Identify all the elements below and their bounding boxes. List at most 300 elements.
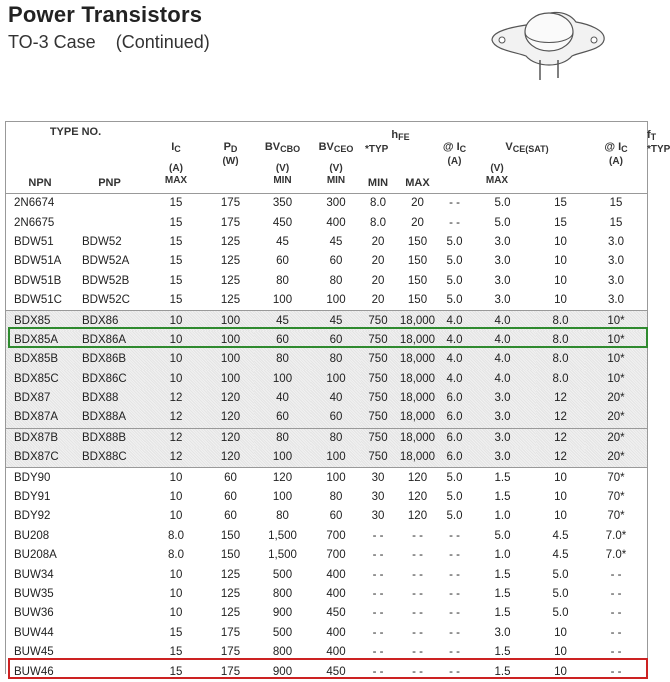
cell-npn: BDX87B (6, 428, 74, 448)
table-row (6, 370, 647, 389)
cell-npn: BU208A (14, 549, 57, 562)
cell-atic: - - (449, 549, 460, 562)
header-npn: NPN (6, 156, 74, 194)
cell-hmin: 20 (371, 255, 385, 268)
cell-ft: 70* (607, 510, 625, 523)
cell-npn: 2N6674 (14, 197, 55, 210)
cell-pd: 125 (220, 607, 241, 620)
cell-pd: 100 (207, 370, 254, 389)
cell-bvceo: 100 (311, 468, 361, 488)
cell-vce: 1.0 (494, 510, 511, 523)
cell-ft: 15 (609, 216, 623, 229)
cell-vce: 4.0 (469, 311, 536, 331)
cell-bvceo: 80 (311, 428, 361, 448)
cell-vce: 5.0 (494, 197, 511, 210)
table-row (6, 565, 647, 584)
cell-pd: 100 (207, 311, 254, 331)
cell-hmin: - - (372, 665, 384, 678)
cell-atic: - - (449, 626, 460, 639)
cell-pnp (74, 507, 145, 526)
header-at-ic-2: @ $I_C$ (585, 122, 647, 156)
cell-vce: 1.5 (469, 468, 536, 488)
cell-atic: - - (449, 607, 460, 620)
table-row (6, 350, 647, 369)
highlight-red-row (8, 658, 648, 679)
cell-hmin: - - (372, 549, 384, 562)
cell-vce: 4.0 (469, 350, 536, 369)
cell-hmin: 750 (361, 311, 395, 331)
table-row (6, 448, 647, 468)
cell-hmax: 120 (407, 510, 428, 523)
cell-ic: 12 (145, 448, 207, 468)
cell-atic: 4.0 (440, 370, 469, 389)
cell-pnp: BDW52B (82, 274, 130, 287)
cell-atic: - - (449, 529, 460, 542)
cell-hmax: - - (412, 568, 423, 581)
cell-hmax: 150 (407, 255, 428, 268)
cell-bvcbo: 120 (254, 468, 311, 488)
cell-bvcbo: 80 (276, 274, 289, 287)
cell-ft: 10* (585, 331, 647, 350)
cell-atic2: 10 (554, 646, 567, 659)
cell-npn: BDW51B (14, 274, 62, 287)
header-type-no: TYPE NO. (6, 122, 145, 156)
cell-pd: 150 (220, 529, 241, 542)
cell-bvcbo: 80 (254, 350, 311, 369)
cell-hmin: - - (372, 588, 384, 600)
cell-ft: 10* (585, 370, 647, 389)
cell-bvceo: 700 (326, 549, 346, 562)
cell-ic: 10 (145, 370, 207, 389)
cell-vce: 3.0 (494, 274, 511, 287)
cell-vce: 1.5 (494, 568, 511, 581)
cell-hmax: 150 (407, 235, 428, 248)
cell-npn: BU208 (14, 529, 50, 542)
cell-bvceo: 450 (326, 665, 346, 678)
cell-hmax: - - (412, 529, 423, 542)
cell-atic2: 10 (554, 235, 567, 248)
header-pnp: PNP (74, 156, 145, 194)
cell-pd: 125 (220, 255, 241, 268)
header-at-ic-units: (A) (440, 156, 469, 194)
cell-pnp: BDX86 (74, 311, 145, 331)
table-row (6, 194, 647, 214)
cell-bvceo: 45 (329, 235, 343, 248)
cell-atic2: 10 (554, 510, 567, 523)
cell-ic: 8.0 (168, 549, 184, 562)
cell-bvcbo: 45 (254, 311, 311, 331)
cell-npn: BDX85B (6, 350, 74, 369)
cell-bvcbo: 800 (272, 588, 293, 600)
cell-atic2: 8.0 (536, 370, 585, 389)
cell-pd: 175 (220, 197, 241, 210)
cell-ic: 10 (169, 510, 183, 523)
table-row (6, 213, 647, 232)
cell-bvcbo: 60 (254, 408, 311, 428)
cell-vce: 5.0 (494, 529, 511, 542)
cell-pd: 175 (220, 216, 241, 229)
cell-ic: 12 (145, 428, 207, 448)
cell-ic: 15 (169, 646, 183, 659)
cell-hmax: 150 (407, 294, 428, 307)
table-row (6, 624, 647, 643)
cell-ic: 10 (169, 607, 183, 620)
transistor-spec-table: TYPE NO. $I_C$ $P_D$ $BV_{CBO}$ $BV_{CEO}$ $h_{FE}$ *TYP @ $I_C$ $V_{CE(SAT)}$ @ $I_C$ $f_T$ *TYP NPN PNP (A) MAX (W) (V) MIN (V) MIN MIN MAX (A) (V) MAX (A) 2N6674 15 175 350 300 8.0 20 - - 5.0 15 15 2N6675 15 175 450 400 8.0 20 - - 5.0 15 15 BDW51 BDW52 15 125 45 45 20 150 5.0 3.0 10 3.0 BDW51A BDW52A 15 125 60 60 20 150 5.0 3.0 10 3.0 BDW51B BDW52B 15 125 80 80 20 150 5.0 3.0 10 3.0 BDW51C BDW52C 15 125 100 100 20 150 5.0 3.0 10 3.0 BDX85 BDX86 10 100 45 45 750 18,000 4.0 4.0 8.0 10* BDX85A BDX86A 10 100 60 60 750 18,000 4.0 4.0 8.0 10* BDX85B BDX86B 10 100 80 80 750 18,000 4.0 4.0 8.0 10* BDX85C BDX86C 10 100 100 100 750 18,000 4.0 4.0 8.0 10* BDX87 BDX88 12 120 40 40 750 18,000 6.0 3.0 12 20* BDX87A BDX88A 12 120 60 60 750 18,000 6.0 3.0 12 20* BDX87B BDX88B 12 120 80 80 750 18,000 6.0 3.0 12 20* BDX87C BDX88C 12 120 100 100 750 18,000 6.0 3.0 12 20* BDY90 10 60 120 100 30 120 5.0 1.5 10 70* BDY91 10 60 100 80 30 120 5.0 1.5 10 70* BDY92 10 60 80 60 30 120 5.0 1.0 10 70* BU208 8.0 150 1,500 700 - - - - - - 5.0 4.5 7.0* BU208A 8.0 150 1,500 700 - - - - - - 1.0 4.5 7.0* BUW34 10 125 500 400 - - - - - - 1.5 5.0 - - BUW35 10 125 800 400 - - - - - - 1.5 5.0 - - BUW36 10 125 900 450 - - - - - - 1.5 5.0 - - BUW44 15 175 500 400 - - - - - - 3.0 10 - - BUW45 15 175 800 400 - - - - - - 1.5 10 - - BUW46 15 175 900 450 - - - - - - 1.5 10 - - (5, 121, 648, 674)
page-title: Power Transistors (8, 2, 203, 27)
cell-vce: 3.0 (494, 255, 511, 268)
table-row (6, 527, 647, 546)
cell-atic2: 10 (554, 294, 567, 307)
cell-hmin: 30 (371, 510, 385, 523)
cell-pd: 120 (207, 428, 254, 448)
cell-bvceo: 300 (326, 197, 346, 210)
cell-ic: 12 (145, 408, 207, 428)
cell-atic: 5.0 (446, 255, 463, 268)
cell-hmax: 18,000 (395, 370, 440, 389)
cell-ft: - - (610, 665, 622, 678)
cell-ft: - - (610, 588, 622, 600)
cell-npn: BUW36 (14, 607, 54, 620)
cell-vce: 3.0 (494, 294, 511, 307)
cell-npn: BDW51 (14, 235, 54, 248)
table-row (6, 507, 647, 526)
cell-ft: 10* (585, 350, 647, 369)
cell-ic: 15 (169, 255, 183, 268)
cell-hmax: 18,000 (395, 389, 440, 408)
cell-hmin: - - (372, 607, 384, 620)
cell-bvceo: 400 (326, 588, 346, 600)
cell-npn: BUW45 (14, 646, 54, 659)
cell-ic: 15 (169, 294, 183, 307)
cell-bvcbo: 100 (272, 294, 293, 307)
cell-vce: 3.0 (494, 235, 511, 248)
cell-npn: BDY92 (14, 510, 51, 523)
cell-pnp (74, 585, 145, 604)
cell-bvceo: 100 (326, 294, 346, 307)
cell-ic: 10 (145, 331, 207, 350)
cell-npn: BDX87C (6, 448, 74, 468)
cell-hmax: - - (412, 588, 423, 600)
cell-hmin: - - (372, 529, 384, 542)
cell-npn: BUW46 (14, 665, 54, 678)
cell-atic: 4.0 (440, 331, 469, 350)
cell-pnp: BDW52C (82, 294, 130, 307)
cell-hmin: 750 (361, 408, 395, 428)
cell-hmax: - - (412, 665, 423, 678)
table-row (6, 488, 647, 507)
cell-ft: 3.0 (608, 274, 624, 287)
cell-pnp: BDX86A (74, 331, 145, 350)
cell-atic2: 5.0 (552, 588, 569, 600)
cell-ft: 20* (585, 389, 647, 408)
cell-pd: 120 (207, 408, 254, 428)
header-pd-units: (W) (207, 156, 254, 194)
cell-ic: 15 (169, 665, 183, 678)
cell-pnp: BDX86C (74, 370, 145, 389)
cell-hmin: - - (372, 568, 384, 581)
cell-npn: BDY91 (14, 491, 51, 504)
cell-ic: 15 (169, 235, 183, 248)
table-row (6, 546, 647, 565)
cell-ic: 10 (169, 491, 183, 504)
cell-atic: 5.0 (440, 468, 469, 488)
cell-bvcbo: 900 (272, 607, 293, 620)
cell-hmin: 750 (361, 331, 395, 350)
cell-atic2: 12 (536, 448, 585, 468)
cell-hmin: 750 (361, 370, 395, 389)
cell-pd: 175 (220, 646, 241, 659)
cell-hmin: - - (372, 646, 384, 659)
table-row (6, 252, 647, 271)
cell-bvceo: 450 (326, 607, 346, 620)
cell-atic2: 8.0 (536, 331, 585, 350)
cell-pd: 125 (220, 588, 241, 600)
cell-npn: BUW34 (14, 568, 54, 581)
cell-atic: 6.0 (440, 408, 469, 428)
cell-atic: - - (449, 588, 460, 600)
cell-pnp: BDX86B (74, 350, 145, 369)
header-hfe-max: MAX (395, 156, 440, 194)
cell-bvceo: 60 (329, 510, 343, 523)
cell-ft: 7.0* (605, 529, 627, 542)
cell-bvceo: 45 (311, 311, 361, 331)
cell-vce: 3.0 (469, 428, 536, 448)
cell-atic2: 10 (554, 255, 567, 268)
cell-ic: 10 (145, 350, 207, 369)
cell-hmax: 20 (411, 216, 424, 229)
cell-npn: BUW35 (14, 588, 54, 600)
cell-pnp (74, 194, 145, 214)
cell-hmin: 8.0 (370, 197, 386, 210)
cell-pd: 125 (220, 274, 241, 287)
highlight-green-row (8, 327, 648, 348)
cell-bvceo: 60 (329, 255, 343, 268)
header-vce-sat: $V_{CE(SAT)}$ (469, 122, 585, 156)
cell-bvcbo: 1,500 (268, 549, 297, 562)
cell-vce: 1.5 (494, 665, 511, 678)
cell-bvcbo: 60 (254, 331, 311, 350)
cell-hmax: 18,000 (395, 311, 440, 331)
cell-hmax: 18,000 (395, 331, 440, 350)
cell-atic: - - (449, 197, 460, 210)
cell-pd: 125 (220, 235, 241, 248)
cell-atic2: 10 (554, 626, 567, 639)
cell-ft: 10* (585, 311, 647, 331)
header-at-ic-2-units: (A) (585, 156, 647, 194)
cell-ft: 3.0 (608, 235, 624, 248)
cell-ft: 20* (585, 428, 647, 448)
cell-bvcbo: 800 (272, 646, 293, 659)
cell-atic2: 10 (554, 491, 567, 504)
cell-ft: - - (610, 568, 622, 581)
cell-hmax: - - (412, 607, 423, 620)
cell-ft: 3.0 (608, 294, 624, 307)
header-pd: $P_D$ (207, 122, 254, 156)
cell-atic2: 10 (536, 468, 585, 488)
cell-ic: 8.0 (168, 529, 184, 542)
cell-hmin: 30 (361, 468, 395, 488)
cell-hmax: 20 (411, 197, 424, 210)
cell-hmax: - - (412, 626, 423, 639)
table-row (6, 272, 647, 291)
cell-atic: - - (449, 646, 460, 659)
table-row (6, 408, 647, 428)
cell-hmin: 30 (371, 491, 385, 504)
cell-atic: 5.0 (446, 294, 463, 307)
header-ic-units: (A) MAX (145, 156, 207, 194)
table-row (6, 428, 647, 448)
cell-pnp (74, 546, 145, 565)
cell-pnp (74, 604, 145, 623)
cell-bvceo: 400 (326, 626, 346, 639)
cell-atic2: 4.5 (552, 529, 569, 542)
header-bvcbo: $BV_{CBO}$ (254, 122, 311, 156)
cell-pnp (74, 213, 145, 232)
cell-ft: - - (610, 607, 622, 620)
cell-atic: 5.0 (446, 491, 463, 504)
cell-ft: 70* (607, 491, 625, 504)
cell-atic2: 5.0 (552, 568, 569, 581)
cell-atic: - - (449, 216, 460, 229)
cell-pnp: BDW52A (82, 255, 130, 268)
cell-ft: 3.0 (608, 255, 624, 268)
header-vce-units: (V) MAX (469, 156, 585, 194)
cell-ic: 15 (169, 274, 183, 287)
cell-hmin: 750 (361, 448, 395, 468)
cell-vce: 1.0 (494, 549, 511, 562)
cell-pnp: BDX88B (74, 428, 145, 448)
cell-bvcbo: 450 (272, 216, 293, 229)
cell-atic: 6.0 (440, 448, 469, 468)
cell-hmin: 20 (371, 235, 385, 248)
cell-atic: 6.0 (440, 428, 469, 448)
page-subtitle: TO-3 Case (Continued) (8, 32, 210, 52)
cell-bvceo: 400 (326, 216, 346, 229)
cell-pnp (74, 468, 145, 488)
cell-ft: 70* (585, 468, 647, 488)
cell-pd: 60 (224, 510, 237, 523)
cell-atic2: 8.0 (536, 311, 585, 331)
cell-ft: 15 (609, 197, 623, 210)
cell-vce: 5.0 (494, 216, 511, 229)
cell-npn: BDW51C (14, 294, 62, 307)
header-hfe: $h_{FE}$ *TYP (361, 122, 440, 156)
cell-atic: - - (449, 568, 460, 581)
cell-hmax: 120 (407, 491, 428, 504)
table-row (6, 233, 647, 252)
cell-bvceo: 100 (311, 448, 361, 468)
cell-bvcbo: 500 (272, 626, 293, 639)
header-at-ic: @ $I_C$ (440, 122, 469, 156)
cell-ft: - - (610, 646, 622, 659)
cell-pnp (74, 565, 145, 584)
cell-atic2: 10 (554, 665, 567, 678)
cell-bvceo: 80 (311, 350, 361, 369)
cell-vce: 3.0 (469, 389, 536, 408)
cell-vce: 3.0 (469, 448, 536, 468)
table-row (6, 468, 647, 488)
cell-npn: BDW51A (14, 255, 62, 268)
cell-atic: 5.0 (446, 274, 463, 287)
cell-pnp (74, 488, 145, 507)
cell-hmax: 18,000 (395, 428, 440, 448)
cell-ic: 15 (169, 626, 183, 639)
cell-npn: BDX85 (6, 311, 74, 331)
cell-bvcbo: 100 (272, 491, 293, 504)
cell-atic2: 12 (536, 408, 585, 428)
cell-pd: 175 (220, 665, 241, 678)
cell-pd: 60 (224, 491, 237, 504)
cell-ic: 10 (145, 311, 207, 331)
cell-bvcbo: 900 (272, 665, 293, 678)
table-row (6, 389, 647, 408)
cell-pnp: BDW52 (82, 235, 122, 248)
cell-bvcbo: 350 (272, 197, 293, 210)
cell-bvceo: 700 (326, 529, 346, 542)
cell-atic: 6.0 (440, 389, 469, 408)
cell-vce: 1.5 (494, 646, 511, 659)
cell-ft: 20* (585, 408, 647, 428)
cell-atic2: 15 (554, 197, 567, 210)
cell-pd: 60 (207, 468, 254, 488)
cell-vce: 1.5 (494, 588, 511, 600)
header-hfe-min: MIN (361, 156, 395, 194)
cell-vce: 4.0 (469, 331, 536, 350)
table-row (6, 291, 647, 311)
cell-pnp (74, 527, 145, 546)
cell-pd: 120 (207, 389, 254, 408)
table-row (6, 585, 647, 604)
cell-bvceo: 40 (311, 389, 361, 408)
cell-pd: 150 (220, 549, 241, 562)
cell-pnp: BDX88A (74, 408, 145, 428)
cell-ic: 15 (169, 197, 183, 210)
cell-hmax: 18,000 (395, 448, 440, 468)
cell-vce: 4.0 (469, 370, 536, 389)
cell-ic: 10 (169, 568, 183, 581)
cell-atic: - - (449, 665, 460, 678)
cell-atic2: 12 (536, 389, 585, 408)
cell-pd: 175 (220, 626, 241, 639)
cell-atic: 5.0 (446, 510, 463, 523)
table-row (6, 604, 647, 623)
cell-atic2: 4.5 (552, 549, 569, 562)
cell-ic: 10 (145, 468, 207, 488)
to3-transistor-package-icon (488, 2, 608, 84)
cell-pd: 125 (220, 294, 241, 307)
cell-atic: 4.0 (440, 311, 469, 331)
cell-atic2: 15 (554, 216, 567, 229)
cell-pnp (74, 624, 145, 643)
header-bvceo-units: (V) MIN (311, 156, 361, 194)
cell-bvcbo: 80 (254, 428, 311, 448)
cell-hmax: - - (412, 549, 423, 562)
cell-atic2: 12 (536, 428, 585, 448)
cell-bvceo: 100 (311, 370, 361, 389)
cell-pd: 125 (220, 568, 241, 581)
cell-hmax: - - (412, 646, 423, 659)
cell-hmin: 20 (371, 294, 385, 307)
cell-ft: 20* (585, 448, 647, 468)
cell-atic: 5.0 (446, 235, 463, 248)
cell-bvcbo: 80 (276, 510, 289, 523)
cell-ft: - - (610, 626, 622, 639)
cell-npn: BDX85A (6, 331, 74, 350)
cell-hmin: 750 (361, 350, 395, 369)
cell-atic2: 5.0 (552, 607, 569, 620)
cell-hmin: 750 (361, 389, 395, 408)
cell-bvceo: 400 (326, 646, 346, 659)
